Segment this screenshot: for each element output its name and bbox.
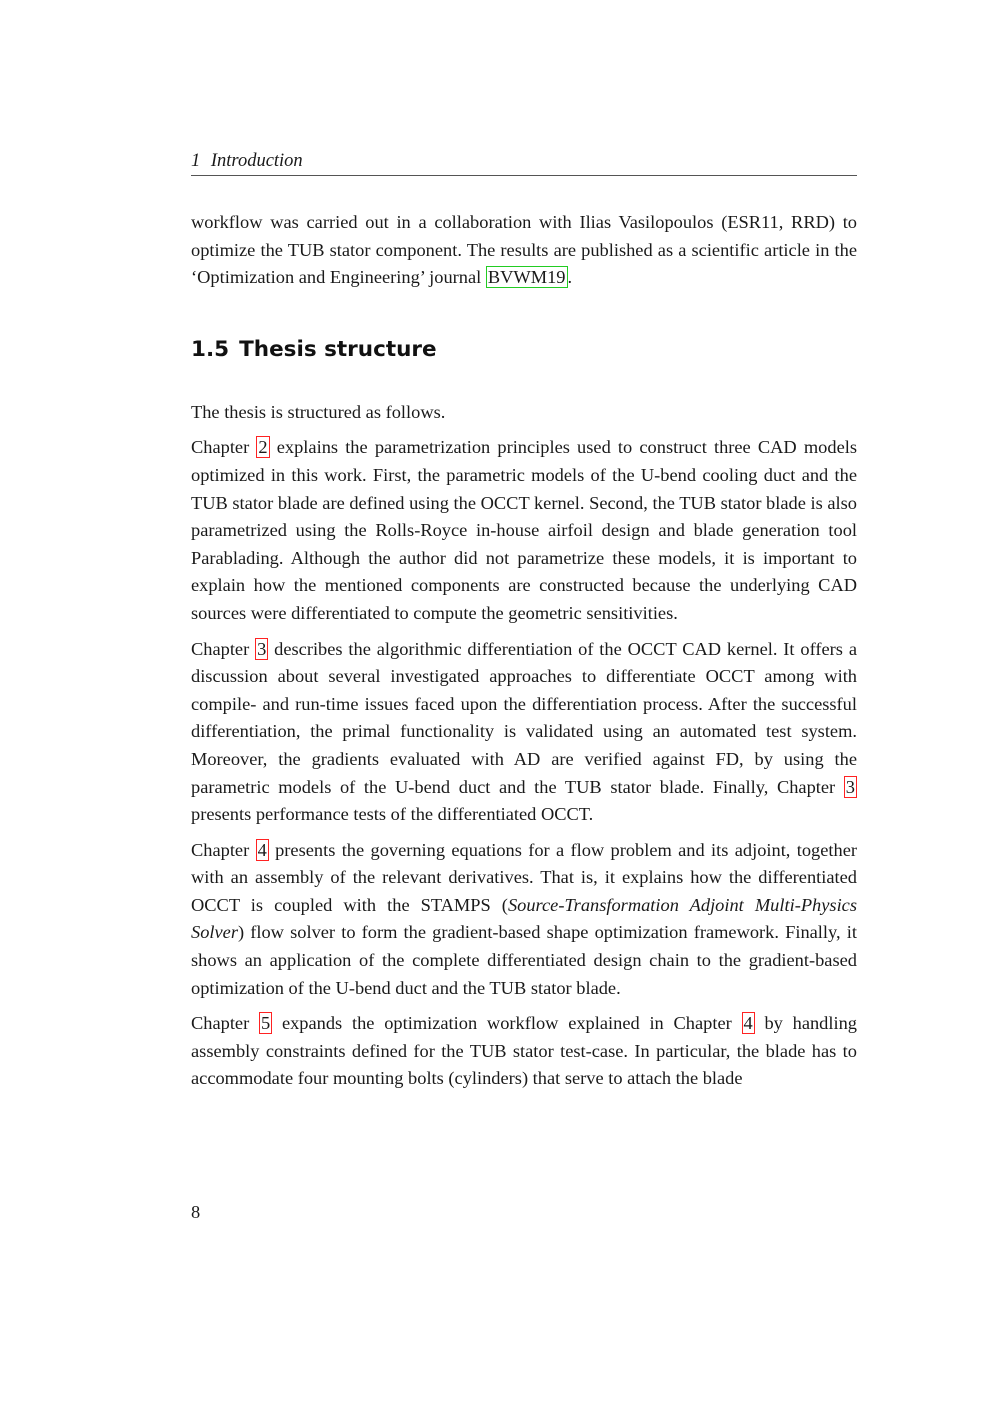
chapter-4-link[interactable]: 4 — [257, 839, 267, 860]
paragraph-text: presents performance tests of the differentiated OCCT. — [191, 804, 594, 825]
paragraph-chapter-5 — [191, 1010, 857, 1093]
intro-paragraph: The thesis is structured as follows. — [191, 401, 446, 422]
paragraph-text: describes the algorithmic differentiation of the OCCT CAD kernel. It offers a discussion about several investigated approaches to differentiate OCCT among with compile- and run-time issues faced upon the differentiation process. After the successful differentiation, the primal functionality is validated using an automated test system. Moreover, the gradients evaluated with AD are verified against FD, by using the parametric models of the U-bend duct and the TUB stator blade. Finally, — [191, 638, 857, 797]
paragraph-chapter-4 — [191, 837, 857, 1003]
carryover-paragraph — [191, 209, 857, 292]
header-chapter-title: Introduction — [210, 151, 303, 171]
paragraph-chapter-3 — [191, 636, 857, 829]
paragraph-chapter-2 — [191, 434, 857, 627]
section-title: Thesis structure — [239, 336, 437, 362]
paragraph-text: presents the governing equations for a flow problem and its adjoint, together with an assembly of the relevant derivatives. That is, it explains how the differentiated OCCT is coupled with the STAMPS ( — [191, 839, 857, 915]
paragraph-text: ) flow solver to form the gradient-based shape optimization framework. Finally, it shows an application of the complete differentiated design chain to the gradient-based optimization of the U-bend duct and the TUB stator blade. — [191, 922, 857, 998]
paragraph-text: explains the parametrization principles used to construct three CAD models optimized in this work. First, the parametric models of the U-bend cooling duct and the TUB stator blade are defined using the OCCT kernel. Second, the TUB stator blade is also parametrized using the Rolls-Royce in-house airfoil design and blade generation tool Parablading. Although the author did not parametrize these models, it is important to explain how the mentioned components are constructed because the underlying CAD sources were differentiated to compute the geometric sensitivities. — [191, 437, 857, 623]
paragraph-text: by handling assembly constraints defined for the TUB stator test-case. In particular, the blade has to accommodate four mounting bolts (cylinders) that serve to attach the blade — [191, 1013, 857, 1089]
page-number: 8 — [191, 1202, 201, 1222]
lead-text: Chapter — [191, 638, 256, 659]
chapter-3-link[interactable]: 3 — [257, 638, 267, 659]
solver-name-italic: Source-Transformation Adjoint Multi-Physics Solver — [191, 894, 857, 943]
carryover-end: . — [567, 267, 573, 288]
lead-text: Chapter — [191, 437, 257, 458]
header-chapter-number: 1 — [191, 151, 201, 171]
section-number: 1.5 — [191, 336, 230, 362]
lead-text: Chapter — [191, 1013, 259, 1034]
chapter-3-link-second[interactable]: 3 — [845, 776, 855, 797]
citation-link-bvwm19[interactable]: BVWM19 — [487, 267, 566, 288]
paragraph-text: expands the optimization workflow explained in Chapter — [272, 1013, 742, 1034]
chapter-5-link[interactable]: 5 — [260, 1013, 271, 1034]
running-header — [191, 149, 857, 176]
chapter-2-link[interactable]: 2 — [258, 437, 268, 458]
section-heading — [191, 336, 857, 364]
lead-text: Chapter — [191, 839, 256, 860]
chapter-4-link-second[interactable]: 4 — [743, 1013, 753, 1034]
carryover-text: workflow was carried out in a collaboration with Ilias Vasilopoulos (ESR11, RRD) to optimize the TUB stator component. The results are published as a scientific article in the ‘Optimization and Engineering’ journal — [191, 212, 857, 288]
lead-text: Chapter — [776, 776, 844, 797]
page-body — [191, 209, 857, 1101]
